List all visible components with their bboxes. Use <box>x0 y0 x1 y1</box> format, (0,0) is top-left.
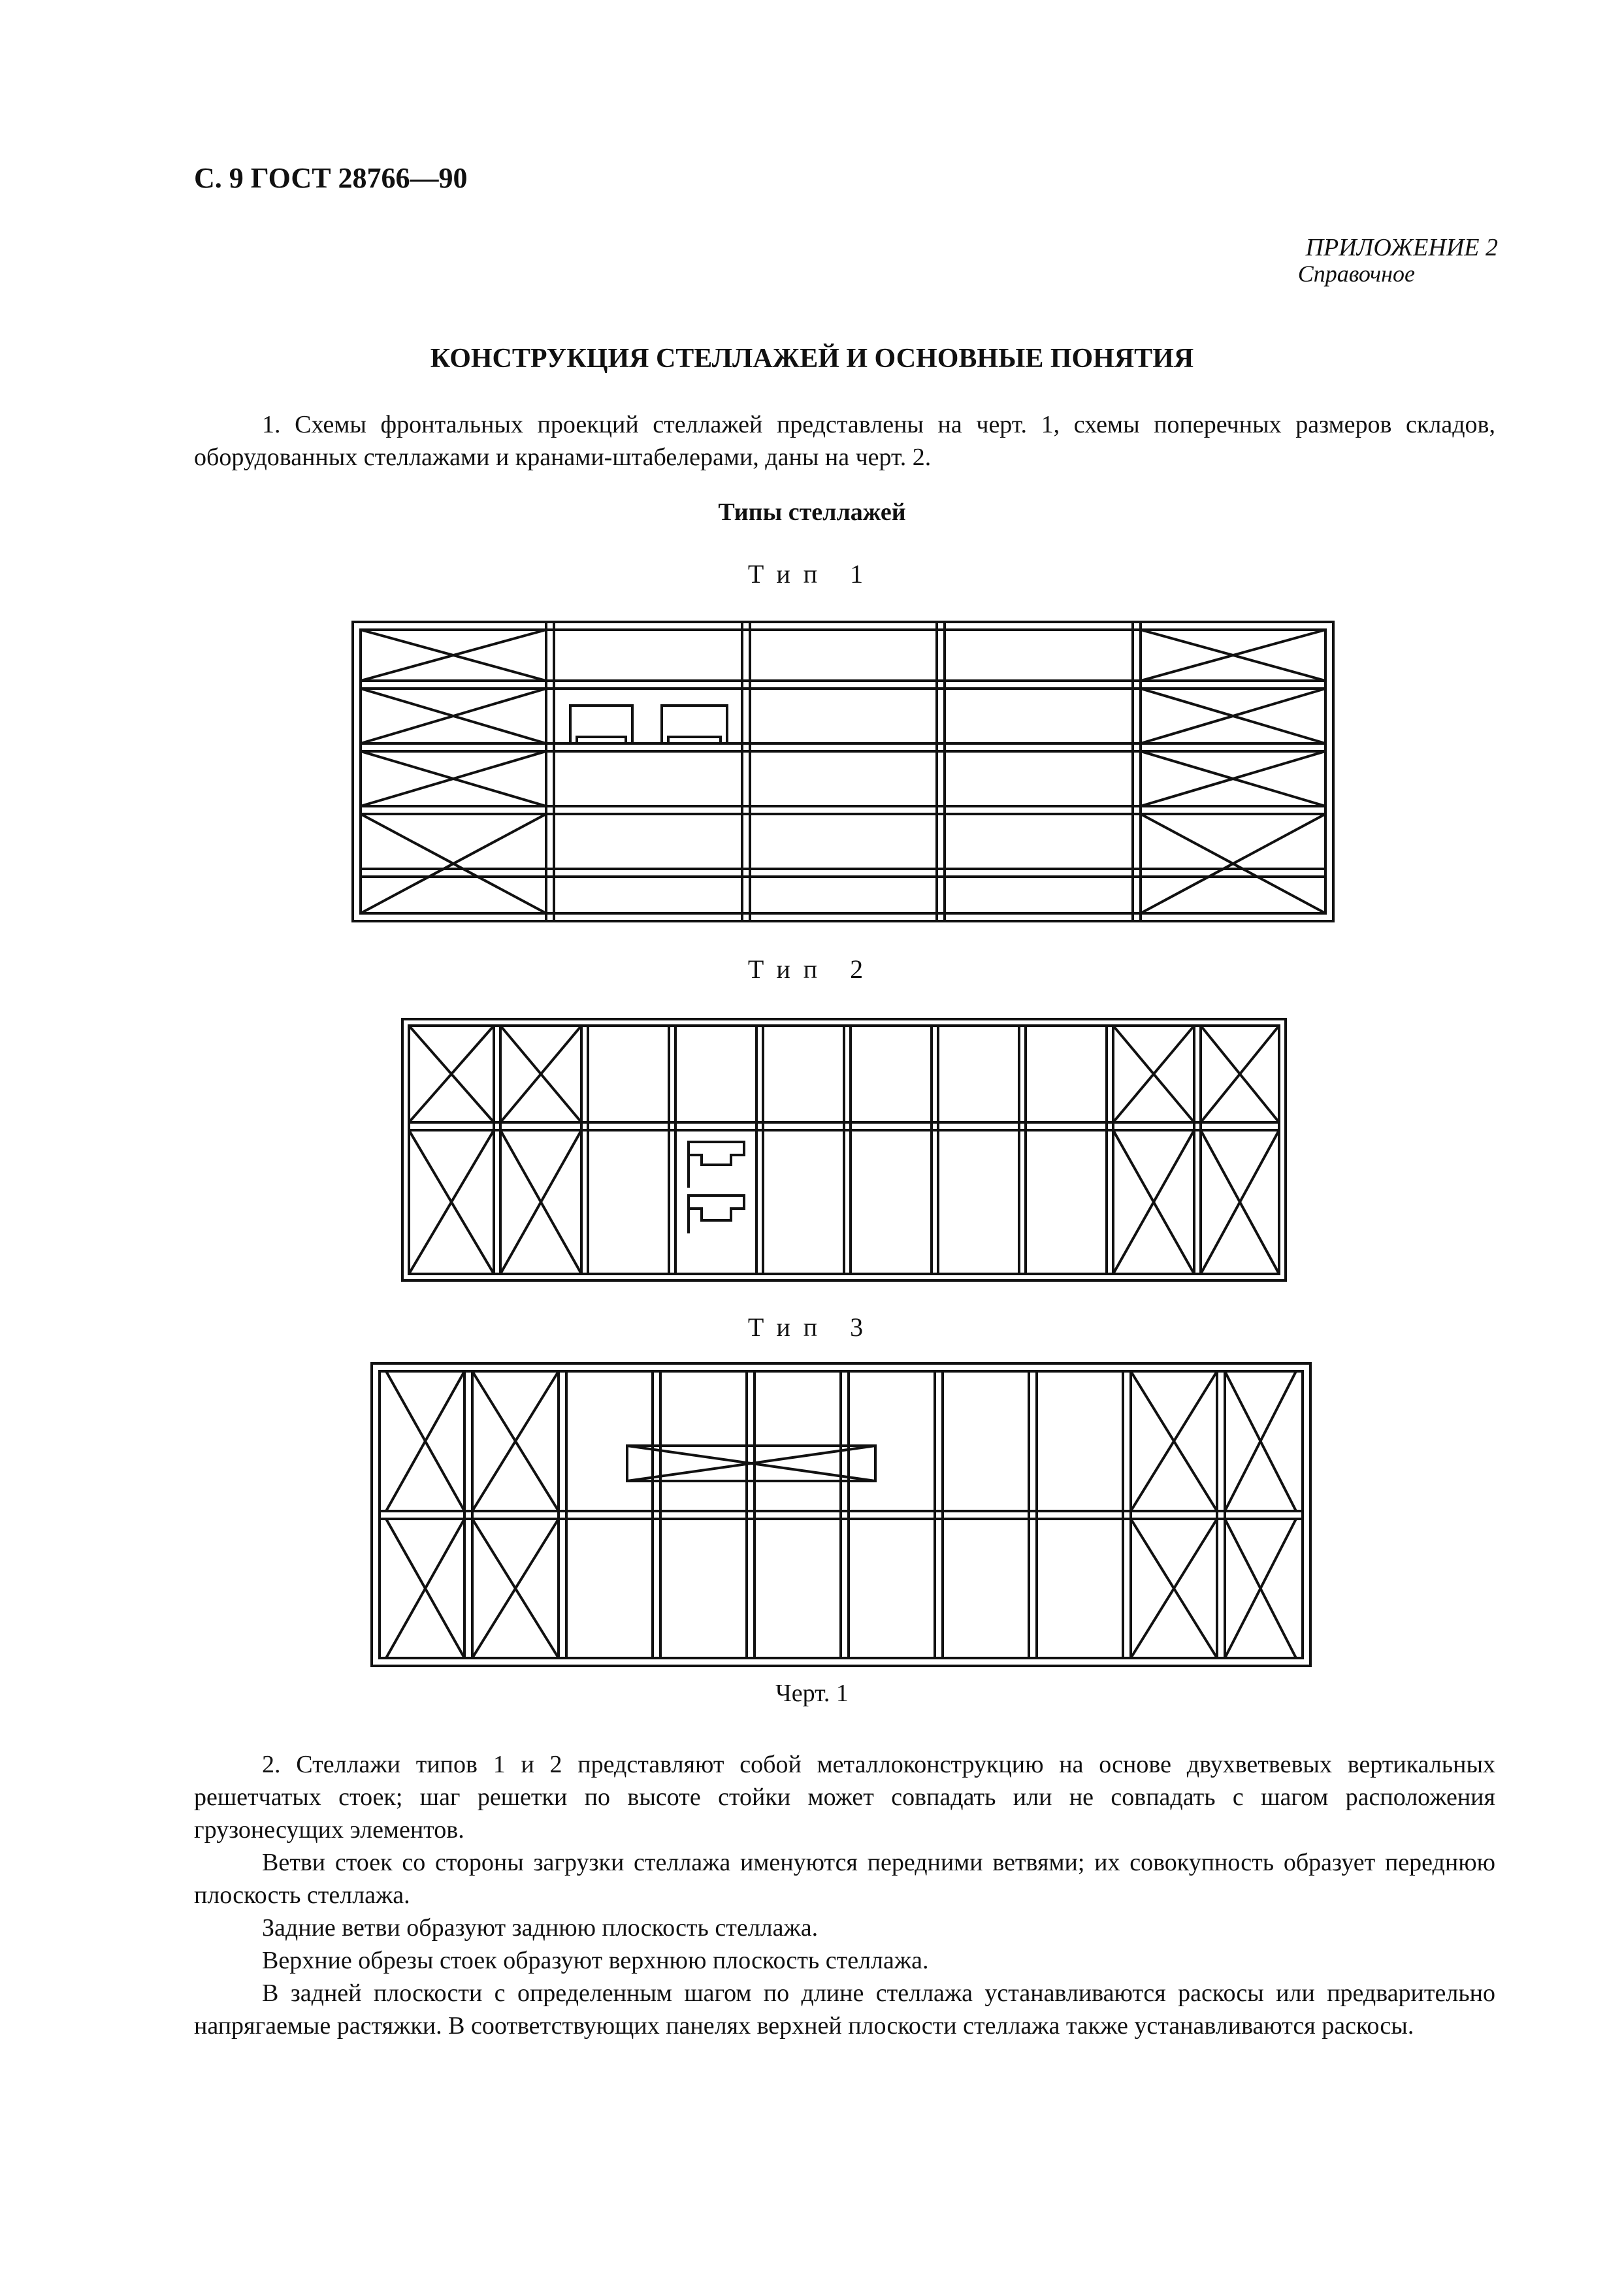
type-1-label: Тип 1 <box>747 559 877 589</box>
figure-caption: Черт. 1 <box>775 1680 849 1707</box>
body-paragraph: Верхние обрезы стоек образуют верхнюю плоскость стеллажа. <box>262 1947 929 1974</box>
body-paragraph: В задней плоскости с определенным шагом по длине стеллажа устанавливаются раскосы или предварительно напрягаемые растяжки. В соответствующих панелях верхней плоскости стеллажа также устанавливаются раскосы. <box>194 1979 1495 2040</box>
rack-type-2-drawing <box>401 1018 1287 1282</box>
appendix-label: ПРИЛОЖЕНИЕ 2 <box>1305 234 1498 261</box>
body-paragraph: Ветви стоек со стороны загрузки стеллажа именуются передними ветвями; их совокупность образует переднюю плоскость стеллажа. <box>194 1849 1495 1909</box>
document-title: КОНСТРУКЦИЯ СТЕЛЛАЖЕЙ И ОСНОВНЫЕ ПОНЯТИЯ <box>430 344 1194 374</box>
rack-type-1-drawing <box>351 621 1335 922</box>
type-2-label: Тип 2 <box>747 954 877 984</box>
page-header: С. 9 ГОСТ 28766—90 <box>194 162 468 194</box>
appendix-type: Справочное <box>1297 261 1415 287</box>
intro-text: 1. Схемы фронтальных проекций стеллажей представлены на черт. 1, схемы поперечных размеров складов, оборудованных стеллажами и кранами-штабелерами, даны на черт. 2. <box>194 411 1495 471</box>
intro-paragraph <box>194 408 1495 474</box>
figure-heading: Типы стеллажей <box>718 498 906 526</box>
body-paragraph: 2. Стеллажи типов 1 и 2 представляют собой металлоконструкцию на основе двухветвевых вертикальных решетчатых стоек; шаг решетки по высоте стойки может совпадать или не совпадать с шагом расположения грузонесущих элементов. <box>194 1751 1495 1844</box>
rack-type-3-drawing <box>370 1362 1312 1667</box>
body-paragraph: Задние ветви образуют заднюю плоскость стеллажа. <box>262 1914 819 1942</box>
type-3-label: Тип 3 <box>747 1312 877 1342</box>
body-text <box>194 1748 1495 2042</box>
